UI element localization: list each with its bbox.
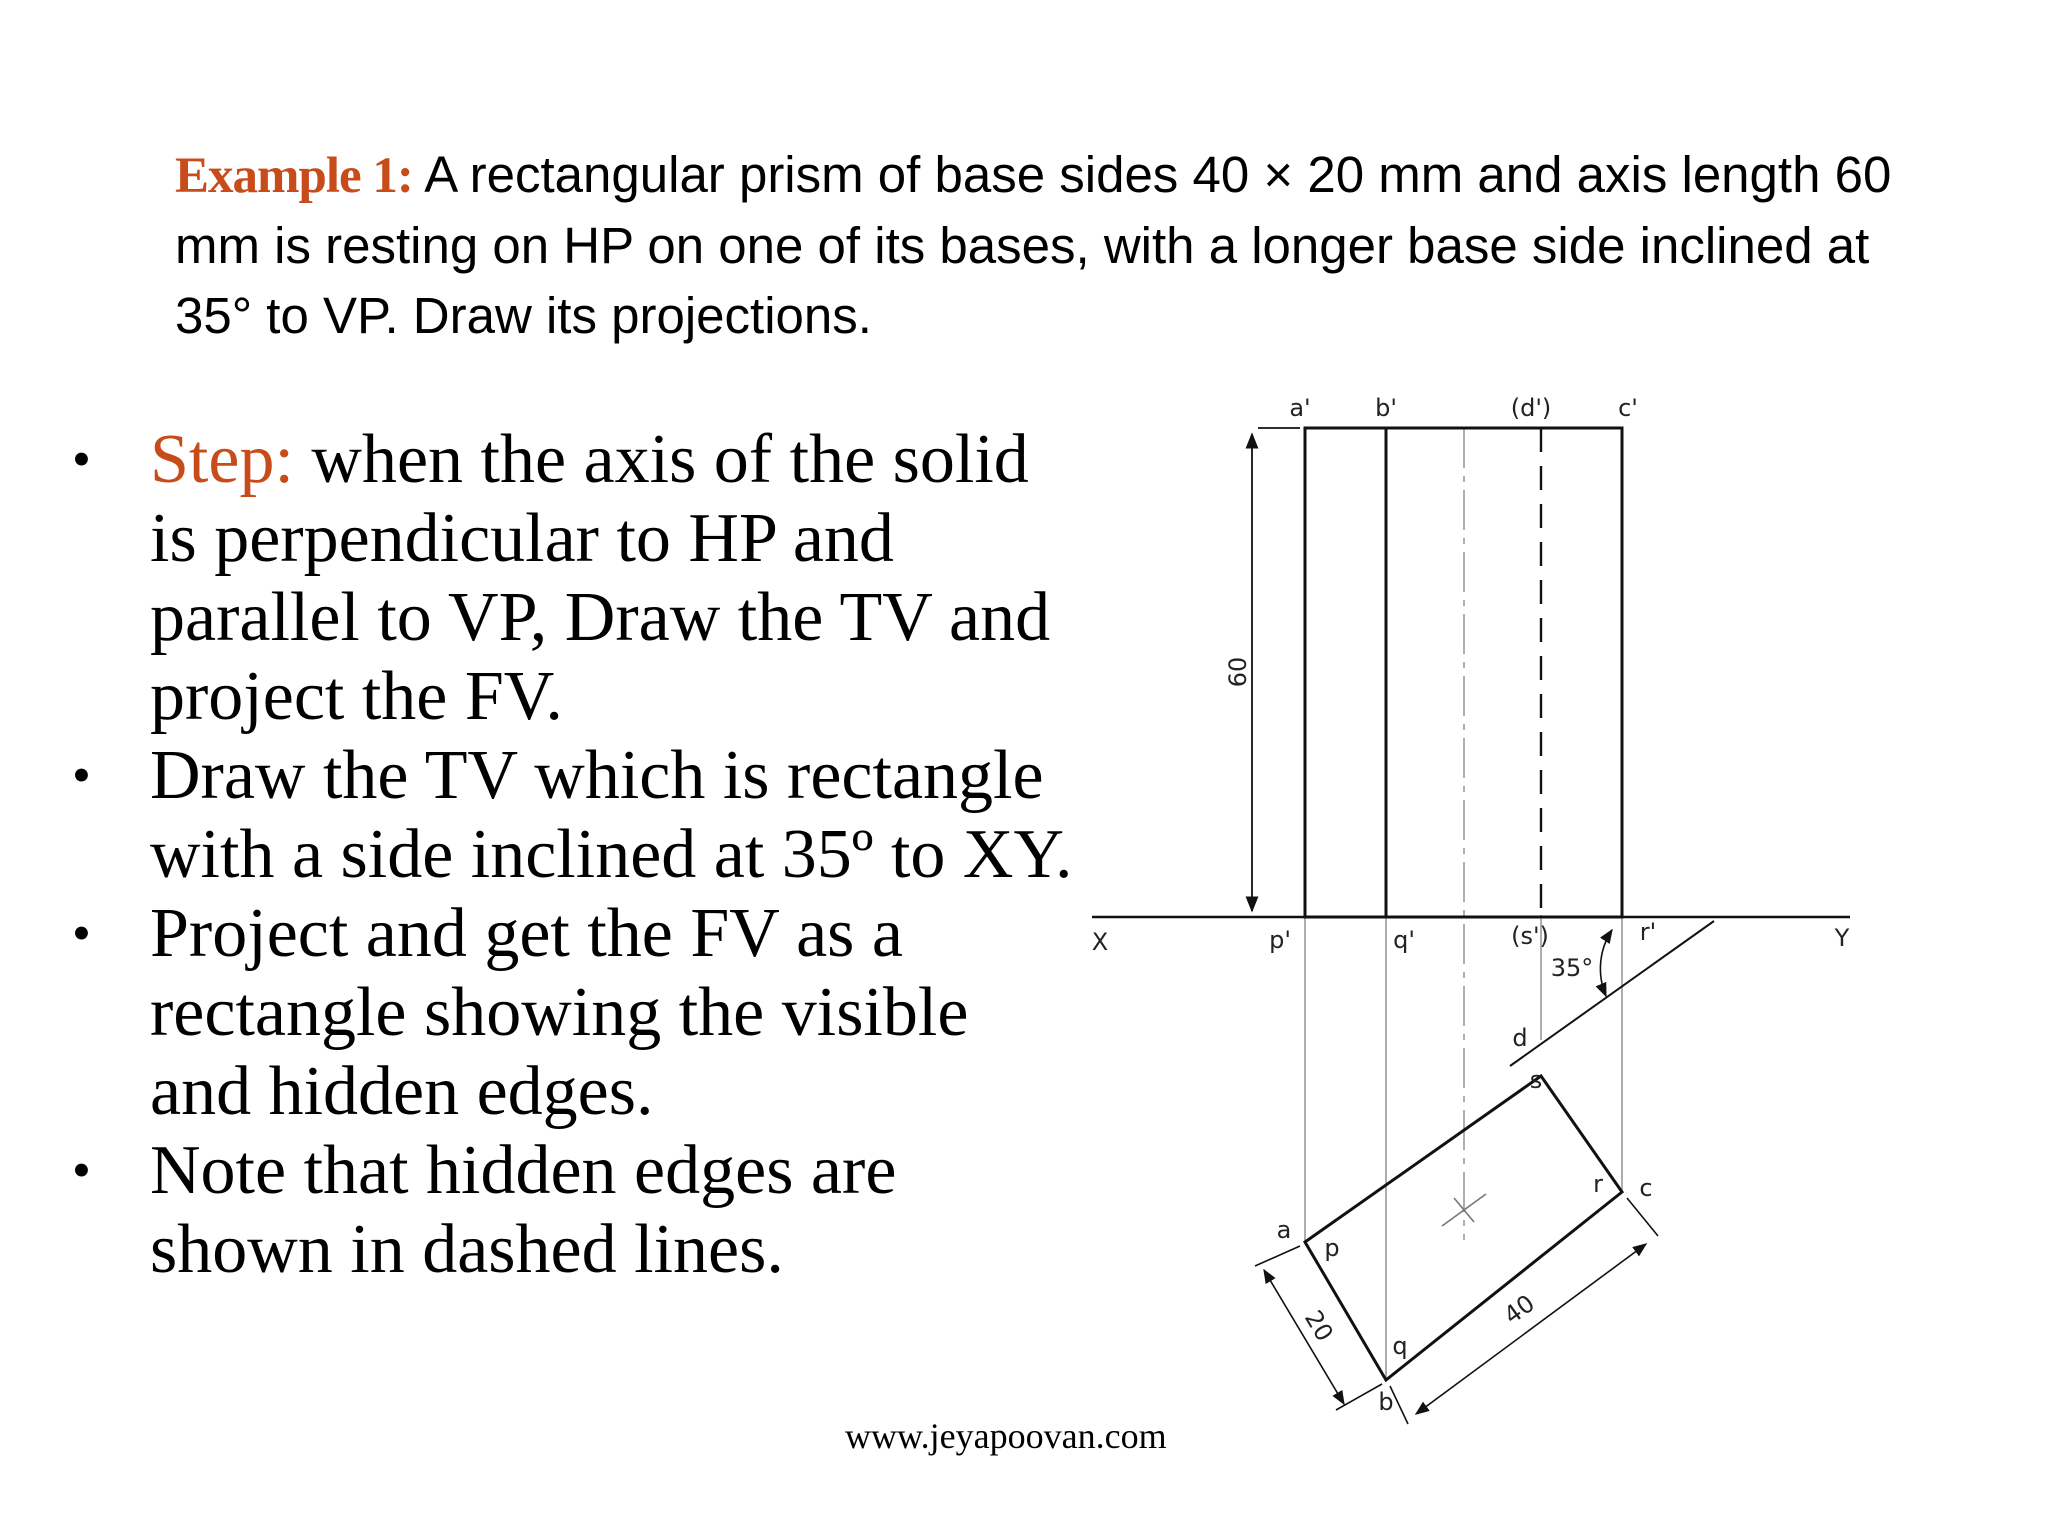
angle-label: 35° <box>1550 954 1594 982</box>
label-b-prime: b' <box>1375 394 1397 422</box>
height-dimension <box>1252 428 1300 911</box>
label-a-prime: a' <box>1289 394 1311 422</box>
bullet-text: when the axis of the solid is perpendicular to HP and parallel to VP, Draw the TV and project the FV. <box>150 421 1051 735</box>
label-r-prime: r' <box>1639 918 1657 946</box>
bullet-marker: • <box>72 1140 91 1200</box>
label-c-prime: c' <box>1618 394 1638 422</box>
angle-arc <box>1600 930 1612 996</box>
bullet-marker: • <box>72 903 91 963</box>
x-label: X <box>1091 928 1109 956</box>
label-q-prime: q' <box>1393 926 1415 954</box>
label-s-prime: (s') <box>1511 922 1549 950</box>
label-s: s <box>1529 1066 1543 1094</box>
website-credit: www.jeyapoovan.com <box>845 1416 1167 1456</box>
label-d-prime: (d') <box>1510 394 1552 422</box>
width-dim-label: 20 <box>1298 1305 1339 1347</box>
step-lead: Step: <box>150 421 294 498</box>
bullet-marker: • <box>72 745 91 805</box>
y-label: Y <box>1834 924 1850 952</box>
label-p-prime: p' <box>1269 926 1291 954</box>
label-q: q <box>1392 1332 1408 1360</box>
label-a: a <box>1276 1216 1292 1244</box>
length-dim-label: 40 <box>1498 1289 1540 1330</box>
height-dim-label: 60 <box>1224 656 1252 688</box>
problem-text: A rectangular prism of base sides 40 × 20 mm and axis length 60 mm is resting on HP on one of its bases, with a longer base side inclined at 35° to VP. Draw its projections. <box>175 146 1892 344</box>
example-label: Example 1: <box>175 148 413 204</box>
bullet-marker: • <box>72 429 91 489</box>
label-b: b <box>1378 1388 1394 1416</box>
bullet-text: Draw the TV which is rectangle with a side inclined at 35º to XY. <box>150 737 1073 893</box>
label-p: p <box>1324 1234 1340 1262</box>
label-c: c <box>1639 1174 1653 1202</box>
bullet-text: Note that hidden edges are shown in dashed lines. <box>150 1132 897 1288</box>
label-d: d <box>1512 1024 1528 1052</box>
label-r: r <box>1593 1170 1603 1198</box>
bullet-text: Project and get the FV as a rectangle showing the visible and hidden edges. <box>150 895 969 1130</box>
